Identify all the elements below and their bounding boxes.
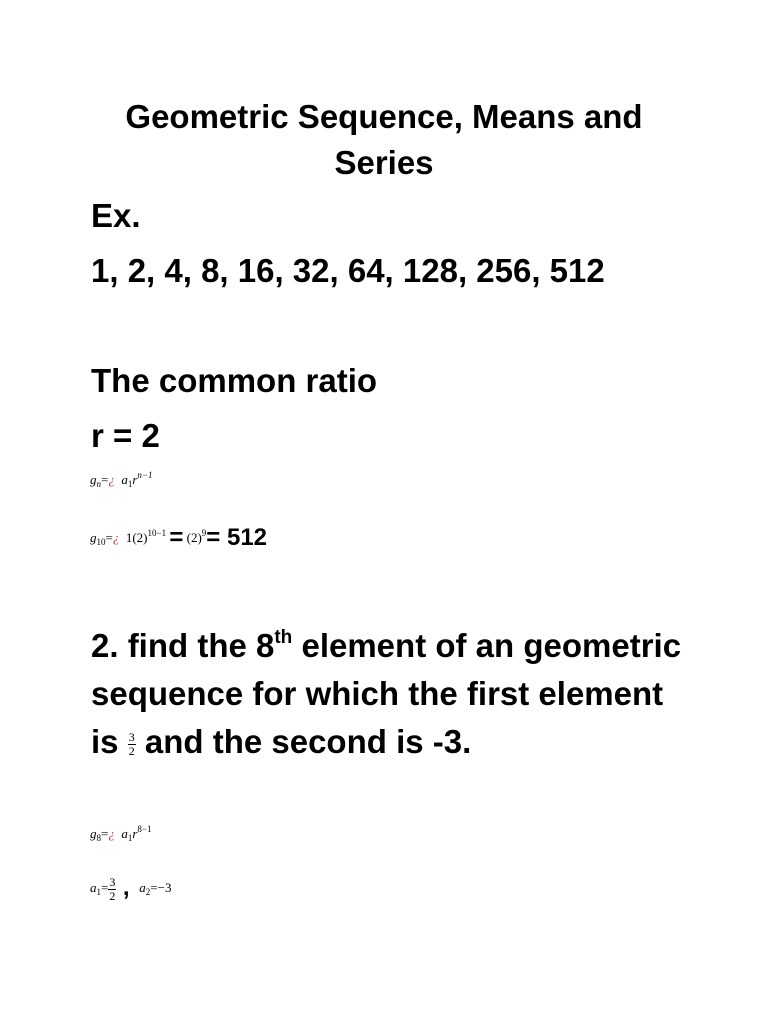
sequence-text: 1, 2, 4, 8, 16, 32, 64, 128, 256, 512	[91, 252, 605, 289]
common-ratio-label: The common ratio	[91, 362, 378, 399]
example-label: Ex.	[91, 197, 141, 234]
formula-general-term: $g_n=¿$ $a_1r^{n-1}$	[90, 470, 153, 489]
problem-2-text: 2. find the 8th element of an geometric sequence for which the first element is $\frac{3}{2}$ and the second is -3.	[91, 627, 682, 760]
formula-tenth-term: $g_{10}=¿$ $1(2)^{10-1} = (2)^9= 512$	[90, 524, 268, 551]
tenth-term-result: = 512	[206, 524, 268, 551]
fraction-three-halves: $\frac{3}{2}$	[128, 730, 135, 758]
ratio-value: r = 2	[91, 417, 160, 454]
fraction-three-halves: $\frac{3}{2}$	[109, 874, 116, 903]
garbled-glyph: ¿	[108, 826, 115, 841]
garbled-glyph: ¿	[108, 472, 115, 487]
garbled-glyph: ¿	[112, 530, 120, 545]
formula-eighth-term: $g_8=¿$ $a_1r^{8-1}$	[90, 824, 152, 843]
page-title: Geometric Sequence, Means and Series	[125, 98, 643, 181]
formula-given-terms: $a_1=$ $\frac{3}{2}$ , $a_2=-3$	[90, 874, 172, 903]
